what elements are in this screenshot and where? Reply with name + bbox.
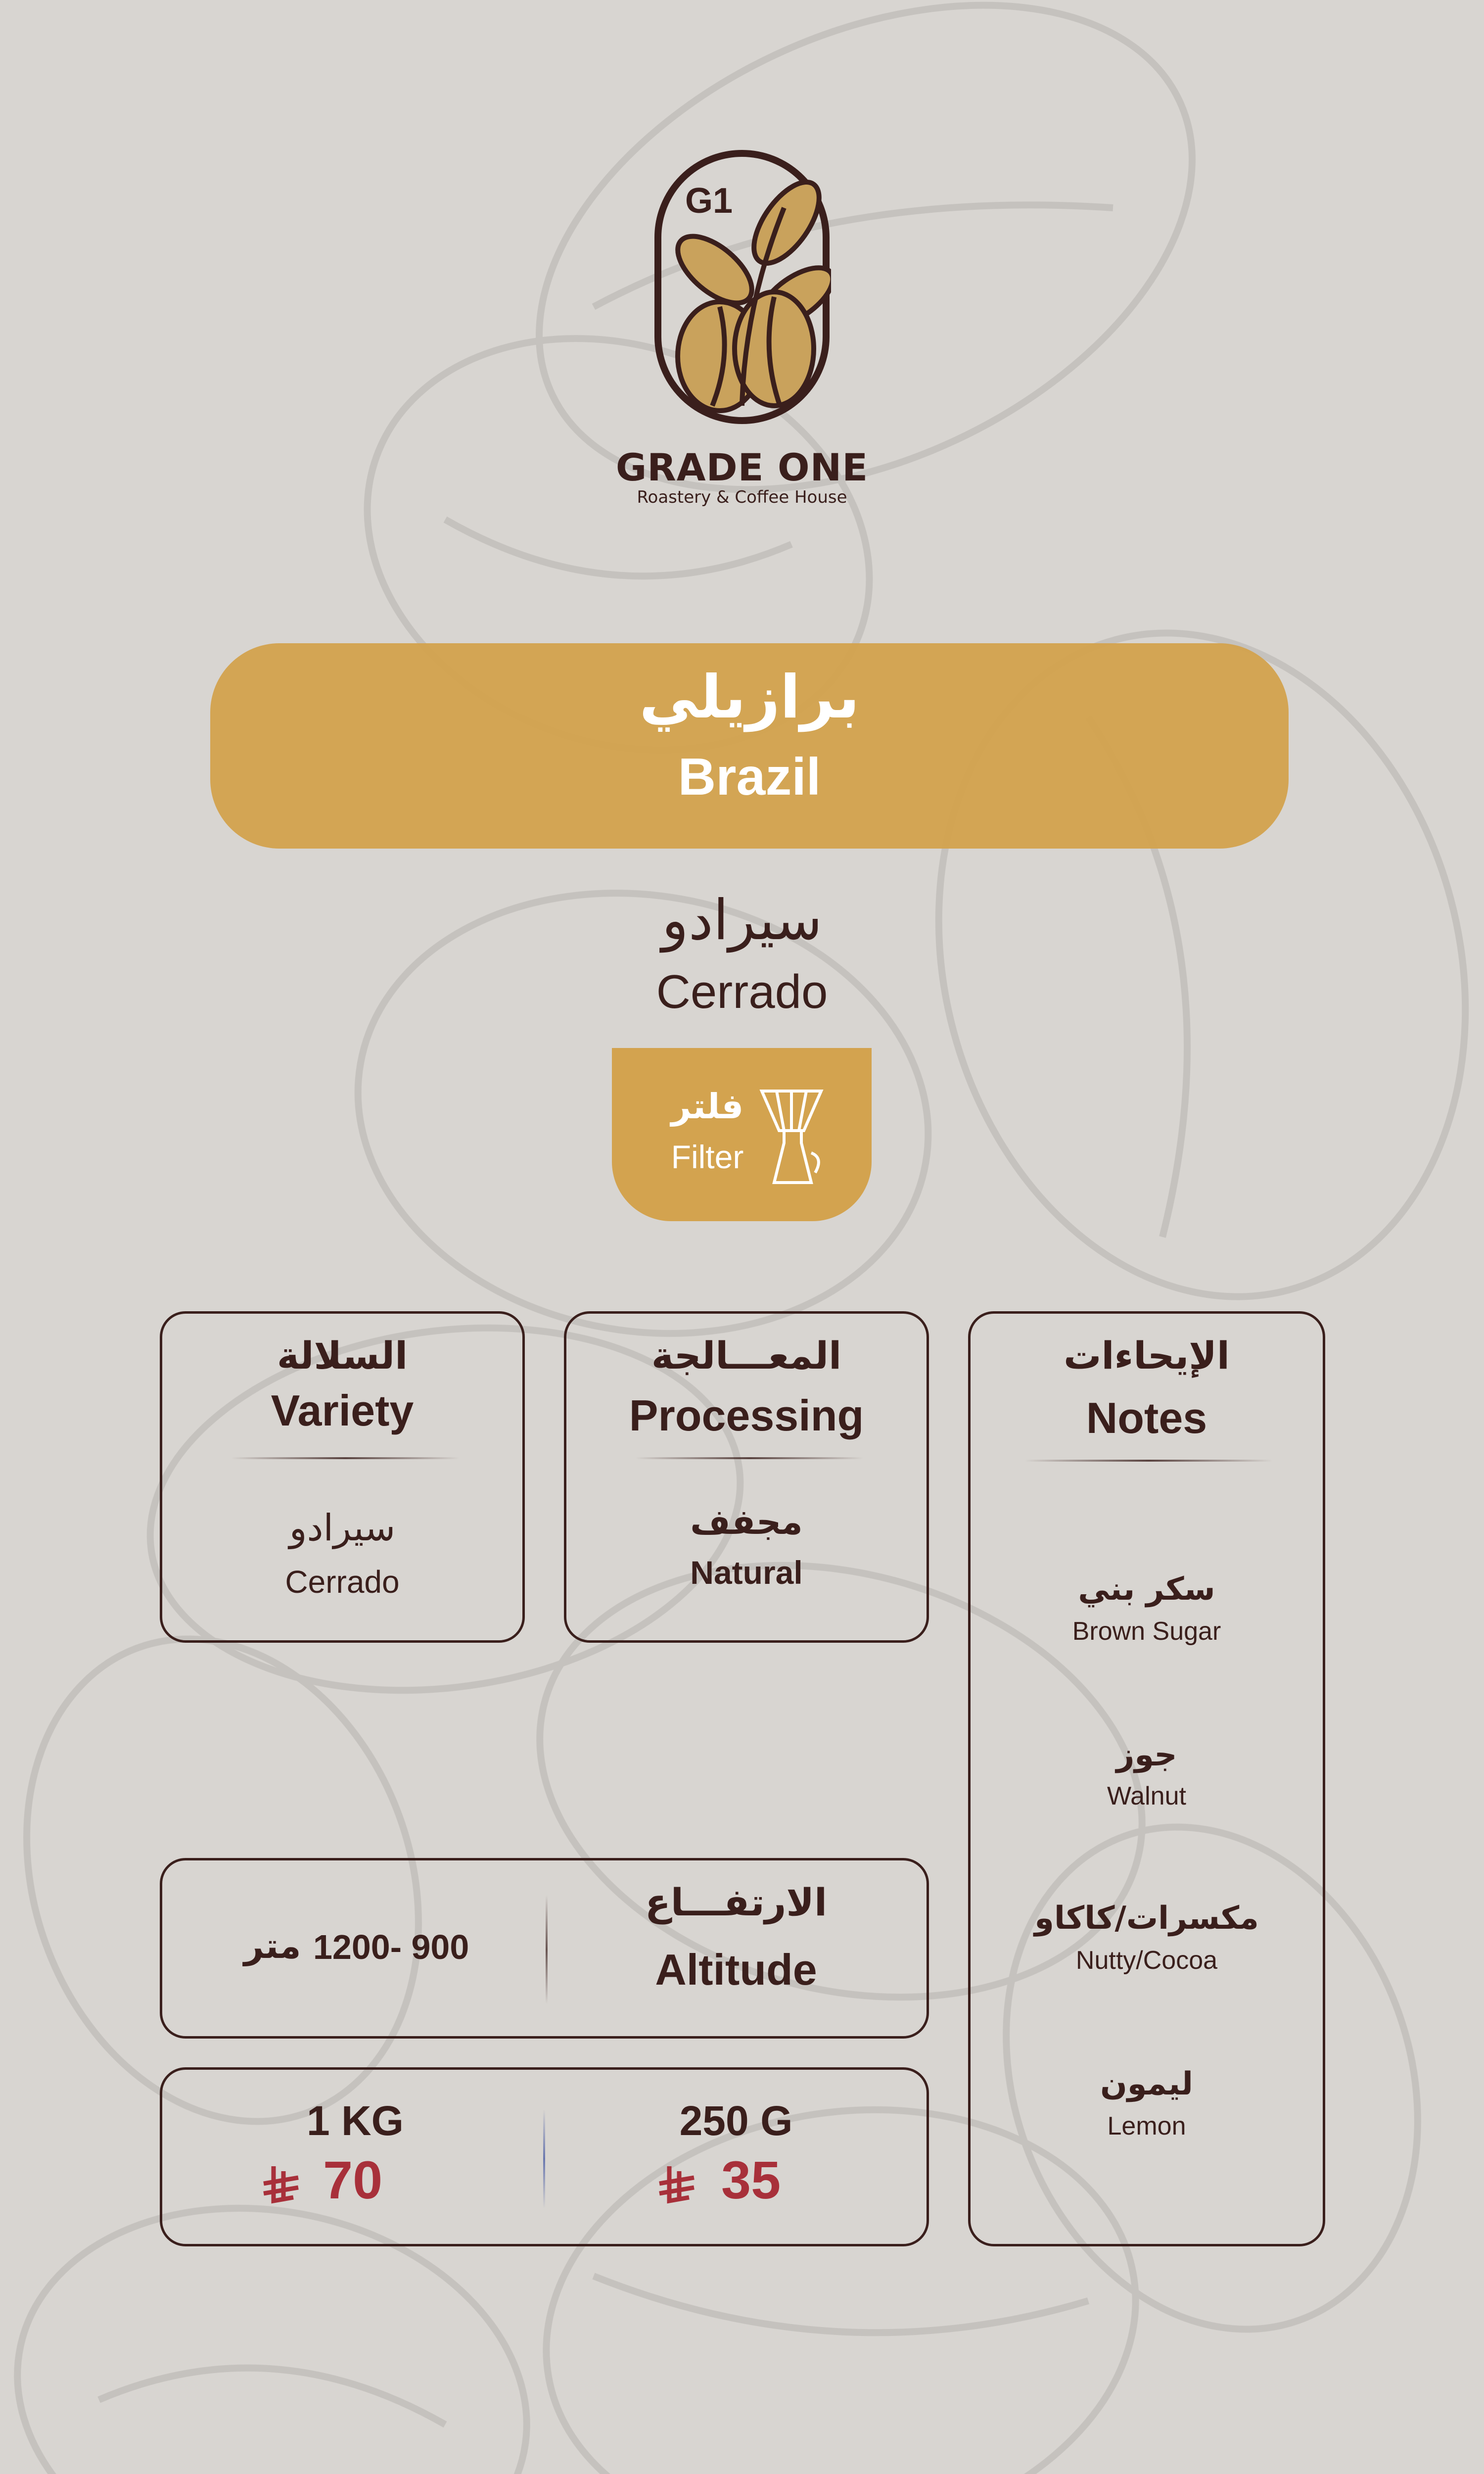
region-english: Cerrado	[656, 965, 828, 1018]
variety-divider	[232, 1457, 459, 1459]
brew-method-badge	[612, 1048, 872, 1221]
note-item-english: Lemon	[1107, 2112, 1186, 2141]
note-item-arabic: ليمون	[1100, 2066, 1193, 2102]
note-item-english: Brown Sugar	[1072, 1617, 1221, 1646]
variety-value-english: Cerrado	[285, 1564, 400, 1600]
notes-title-english: Notes	[1086, 1393, 1207, 1442]
variety-title-english: Variety	[271, 1386, 414, 1435]
note-item-arabic: مكسرات/كاكاو	[1034, 1900, 1259, 1937]
note-item-arabic: جوز	[1116, 1737, 1177, 1773]
processing-value-arabic: مجفف	[690, 1502, 803, 1542]
altitude-title-english: Altitude	[655, 1945, 817, 1994]
riyal-icon	[261, 2164, 301, 2208]
processing-card	[564, 1311, 929, 1643]
brew-method-english: Filter	[671, 1139, 744, 1175]
processing-title-english: Processing	[629, 1391, 864, 1440]
altitude-card	[160, 1858, 929, 2039]
price-value: 70	[323, 2150, 383, 2210]
processing-divider	[636, 1457, 863, 1459]
altitude-divider	[546, 1895, 548, 2004]
logo-badge-text: G1	[685, 181, 733, 221]
brand-tagline: Roastery & Coffee House	[637, 487, 847, 507]
prices-divider	[543, 2109, 545, 2208]
region-arabic: سيرادو	[661, 888, 823, 952]
processing-title-arabic: المعـــالجة	[651, 1333, 842, 1378]
notes-title-arabic: الإيحاءات	[1064, 1333, 1230, 1378]
processing-value-english: Natural	[690, 1554, 803, 1591]
brand-name: GRADE ONE	[615, 445, 869, 489]
notes-divider	[1025, 1460, 1272, 1462]
variety-title-arabic: السلالة	[277, 1333, 408, 1378]
riyal-icon	[657, 2164, 696, 2208]
origin-english: Brazil	[678, 748, 821, 806]
grade-one-logo	[653, 148, 831, 426]
price-size-label: 250 G	[679, 2097, 793, 2144]
variety-card	[160, 1311, 525, 1643]
origin-arabic: برازيلي	[639, 663, 860, 732]
price-size-label: 1 KG	[306, 2097, 404, 2144]
note-item-english: Nutty/Cocoa	[1075, 1946, 1218, 1975]
prices-card	[160, 2067, 929, 2246]
altitude-unit: متر	[244, 1926, 301, 1966]
note-item-arabic: سكر بني	[1078, 1571, 1215, 1608]
altitude-value: 1200- 900	[313, 1928, 469, 1966]
variety-value-arabic: سيرادو	[289, 1507, 396, 1549]
brew-method-arabic: فلتر	[671, 1086, 744, 1127]
price-value: 35	[721, 2150, 781, 2210]
notes-card	[968, 1311, 1325, 2246]
pour-over-icon	[757, 1084, 826, 1192]
altitude-title-arabic: الارتفـــاع	[645, 1880, 827, 1924]
note-item-english: Walnut	[1107, 1782, 1186, 1810]
